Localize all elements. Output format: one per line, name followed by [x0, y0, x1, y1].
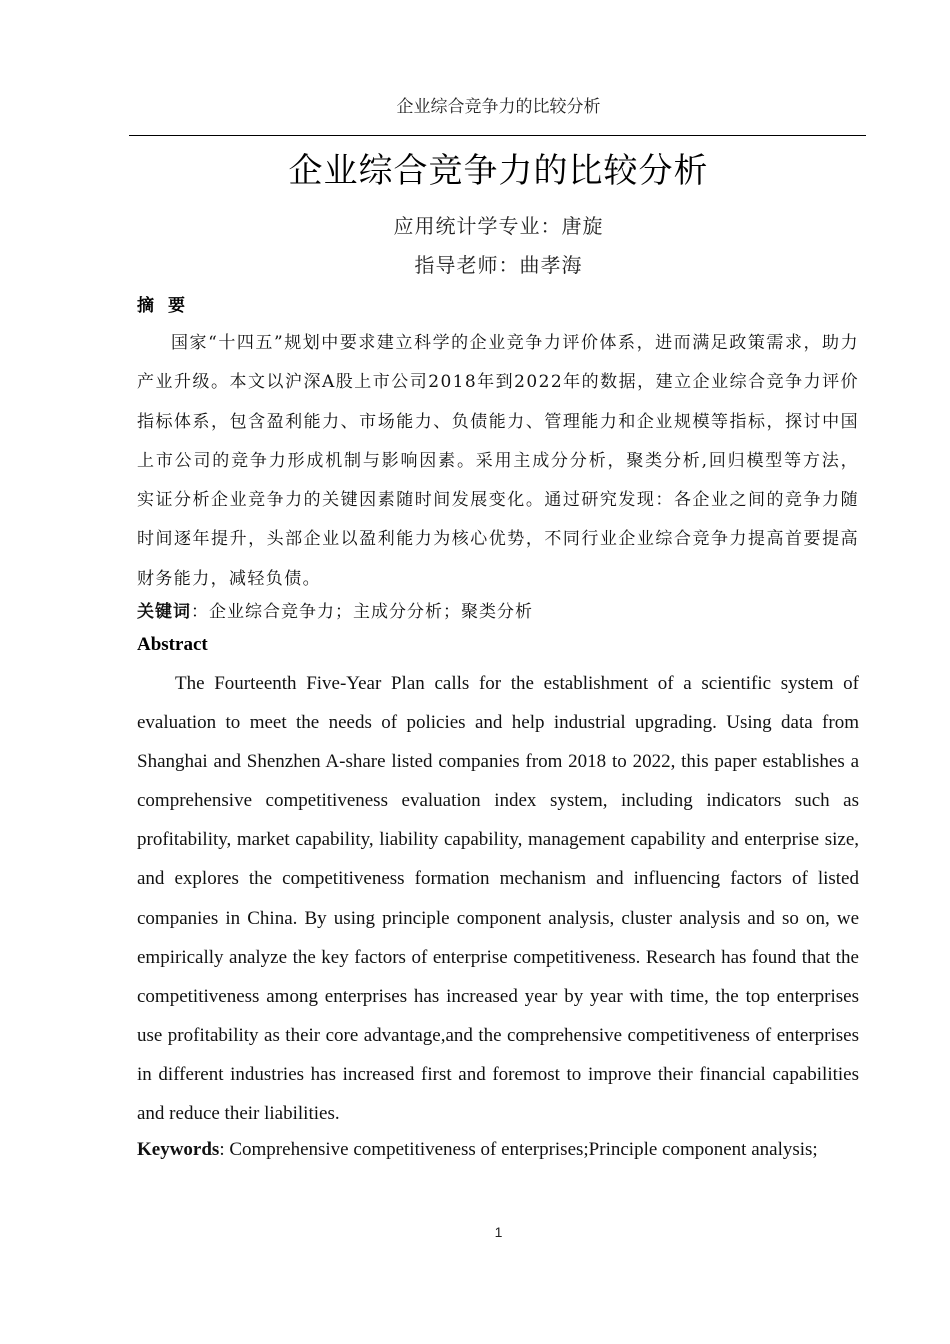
- keywords-en: [137, 1139, 897, 1161]
- paper-title: 企业综合竞争力的比较分析: [288, 151, 709, 191]
- keywords-cn-label: 关键词: [137, 602, 191, 622]
- keywords-cn-separator: ：: [191, 602, 209, 622]
- page-number: 1: [494, 1224, 503, 1240]
- abstract-en-body: The Fourteenth Five-Year Plan calls for the establishment of a scientific system of evaluation to meet the needs of policies and help industrial upgrading. Using data from Shanghai and Shenzhen A-share listed companies from 2018 to 2022, this paper establishes a comprehensive competitiveness evaluation index system, including indicators such as profitability, market capability, liability capability, management capability and enterprise size, and explores the competitiveness formation mechanism and influencing factors of listed companies in China. By using principle component analysis, cluster analysis and so on, we empirically analyze the key factors of enterprise competitiveness. Research has found that the competitiveness among enterprises has increased year by year with time, the top enterprises use profitability as their core advantage,and the comprehensive competitiveness of enterprises in different industries has increased first and foremost to improve their financial capabilities and reduce their liabilities.: [137, 673, 859, 1125]
- abstract-cn-heading: 摘要: [137, 296, 199, 316]
- header-rule: [129, 135, 866, 136]
- abstract-en-heading: Abstract: [137, 634, 208, 655]
- running-header: 企业综合竞争力的比较分析: [396, 97, 601, 117]
- abstract-cn-body: 国家“十四五”规划中要求建立科学的企业竞争力评价体系，进而满足政策需求，助力产业升级。本文以沪深A股上市公司2018年到2022年的数据，建立企业综合竞争力评价指标体系，包含盈利能力、市场能力、负债能力、管理能力和企业规模等指标，探讨中国上市公司的竞争力形成机制与影响因素。采用主成分分析，聚类分析,回归模型等方法，实证分析企业竞争力的关键因素随时间发展变化。通过研究发现：各企业之间的竞争力随时间逐年提升，头部企业以盈利能力为核心优势，不同行业企业综合竞争力提高首要提高财务能力，减轻负债。: [137, 333, 859, 589]
- author-line: 应用统计学专业：唐旋: [393, 214, 604, 238]
- advisor-line: 指导老师：曲孝海: [414, 253, 583, 277]
- keywords-cn: [137, 597, 859, 622]
- keywords-cn-values: 企业综合竞争力；主成分分析；聚类分析: [209, 602, 533, 622]
- keywords-en-values: Comprehensive competitiveness of enterprises;Principle component analysis;: [229, 1139, 818, 1160]
- keywords-en-label: Keywords: [137, 1139, 220, 1160]
- keywords-en-separator: :: [219, 1139, 230, 1160]
